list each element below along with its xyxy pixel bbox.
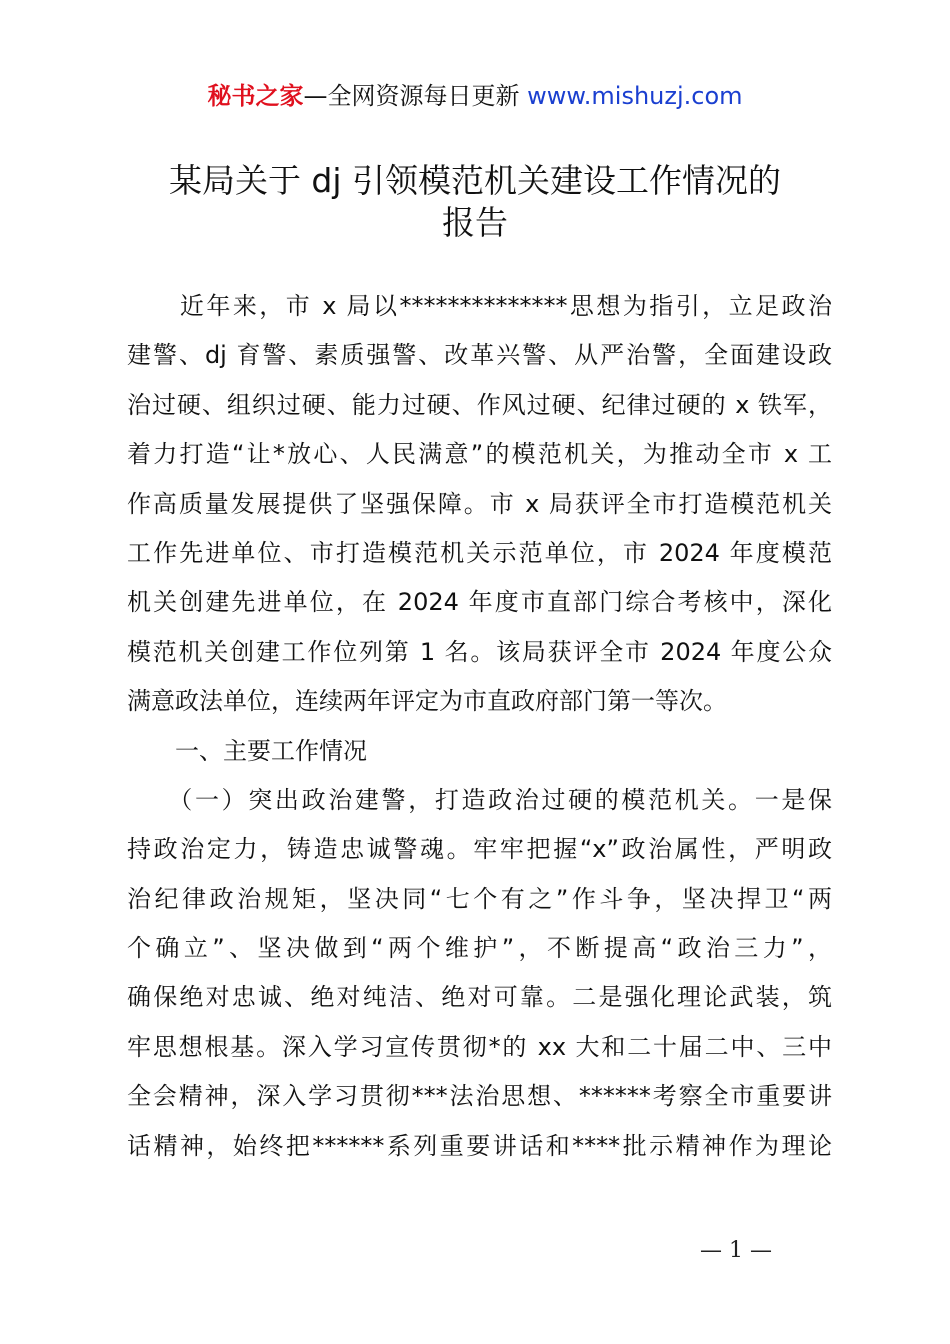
body-line: 确保绝对忠诚、绝对纯洁、绝对可靠。二是强化理论武装，筑 [127,983,832,1012]
body-line: 持政治定力，铸造忠诚警魂。牢牢把握“x”政治属性，严明政 [127,835,832,864]
document-title [100,160,850,244]
body-line: 模范机关创建工作位列第 1 名。该局获评全市 2024 年度公众 [127,637,832,666]
body-line: （一）突出政治建警，打造政治过硬的模范机关。一是保 [127,785,832,814]
title-line-2: 报告 [442,203,508,242]
header-tagline: —全网资源每日更新 [303,82,528,110]
site-url-link[interactable]: www.mishuzj.com [527,82,743,110]
body-line: 近年来，市 x 局以**************思想为指引，立足政治 [127,292,832,320]
body-line: 满意政法单位，连续两年评定为市直政府部门第一等次。 [127,687,727,716]
site-header [0,80,950,112]
body-line: 治纪律政治规矩，坚决同“七个有之”作斗争，坚决捍卫“两 [127,884,832,913]
body-line: 着力打造“让*放心、人民满意”的模范机关，为推动全市 x 工 [127,440,832,469]
body-line: 机关创建先进单位，在 2024 年度市直部门综合考核中，深化 [127,588,832,617]
body-line: 个确立”、坚决做到“两个维护”，不断提高“政治三力”， [127,934,832,963]
body-line: 话精神，始终把******系列重要讲话和****批示精神作为理论 [127,1131,832,1160]
page-number: — 1 — [700,1238,772,1263]
section-heading: 一、主要工作情况 [127,736,367,765]
body-line: 工作先进单位、市打造模范机关示范单位，市 2024 年度模范 [127,538,832,567]
body-line: 牢思想根基。深入学习宣传贯彻*的 xx 大和二十届二中、三中 [127,1032,832,1061]
body-line: 全会精神，深入学习贯彻***法治思想、******考察全市重要讲 [127,1082,832,1111]
body-line: 建警、dj 育警、素质强警、改革兴警、从严治警，全面建设政 [127,341,832,370]
title-line-1: 某局关于 dj 引领模范机关建设工作情况的 [168,161,782,200]
body-line: 作高质量发展提供了坚强保障。市 x 局获评全市打造模范机关 [127,489,832,518]
document-body [127,282,832,1171]
body-line: 治过硬、组织过硬、能力过硬、作风过硬、纪律过硬的 x 铁军， [127,390,832,419]
brand-name: 秘书之家 [207,82,304,110]
